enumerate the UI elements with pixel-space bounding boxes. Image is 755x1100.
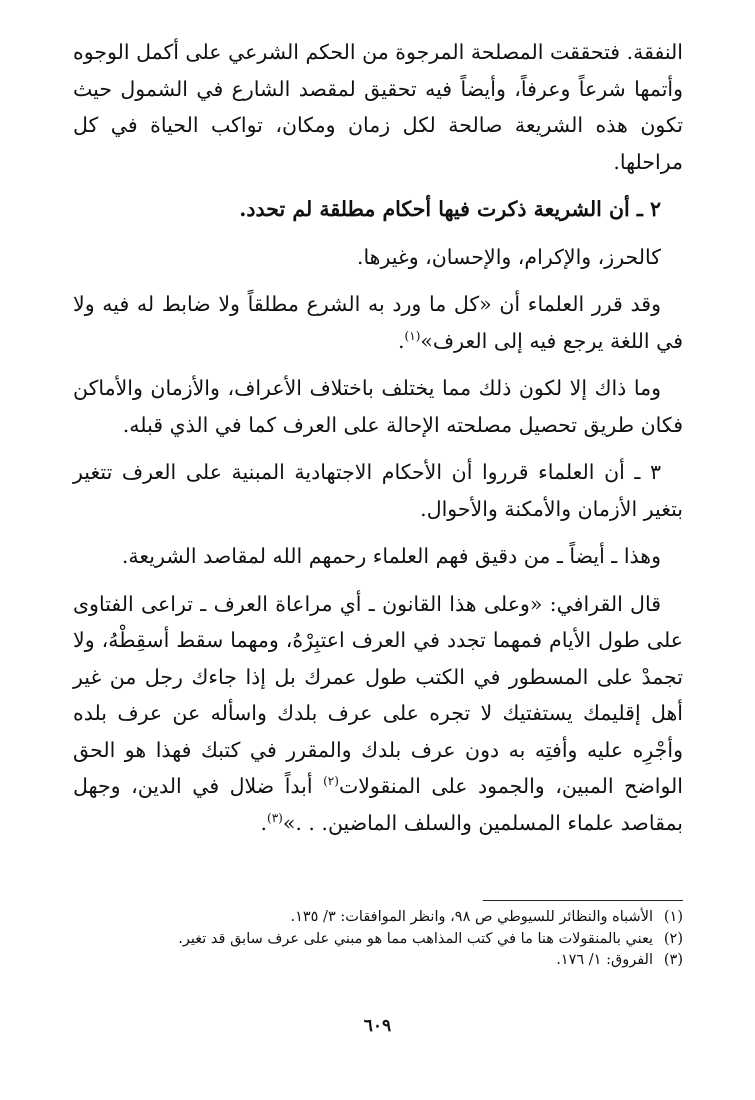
paragraph-scholars-rule-tail: . <box>398 328 405 353</box>
footnote-3-text: الفروق: ١/ ١٧٦. <box>556 952 653 968</box>
footnote-ref-3[interactable]: (٣) <box>267 810 283 825</box>
footnote-3 <box>73 950 683 972</box>
footnote-1-number: (١) <box>663 909 683 925</box>
paragraph-understanding-text: وهذا ـ أيضاً ـ من دقيق فهم العلماء رحمهم الله لمقاصد الشريعة. <box>121 544 661 568</box>
paragraph-scholars-rule <box>73 286 683 359</box>
qarafi-quote-tail: . <box>260 810 267 835</box>
paragraph-understanding <box>73 538 683 575</box>
paragraph-scholars-rule-text: وقد قرر العلماء أن «كل ما ورد به الشرع مطلقاً ولا ضابط له فيه ولا في اللغة يرجع فيه إلى العرف» <box>73 292 683 353</box>
footnotes <box>73 907 683 972</box>
point-3-text: ٣ ـ أن العلماء قرروا أن الأحكام الاجتهادية المبنية على العرف تتغير بتغير الأزمان والأمكنة والأحوال. <box>73 460 683 521</box>
qarafi-quote-text-a: قال القرافي: «وعلى هذا القانون ـ أي مراعاة العرف ـ تراعى الفتاوى على طول الأيام فمهما تجدد في العرف اعتبِرْهُ، ومهما سقط أسقِطْهُ، ولا تجمدْ على المسطور في الكتب طول عمرك بل إذا جاءك رجل من غير أهل إقليمك يستفتيك لا تجره على عرف بلدك واسأله عن عرف بلده وأجْرِه عليه وأفتِه به دون عرف بلدك والمقرر في كتبك فهذا هو الحق الواضح المبين، والجمود على المنقولات <box>73 591 683 798</box>
footnote-divider <box>483 900 683 901</box>
point-3 <box>73 454 683 527</box>
qarafi-quote-text-b: أبداً ضلال في الدين، وجهل بمقاصد علماء المسلمين والسلف الماضين. . .» <box>73 774 683 835</box>
paragraph-1 <box>73 34 683 180</box>
page-number: ٦٠٩ <box>363 1016 392 1036</box>
footnote-3-number: (٣) <box>663 952 683 968</box>
paragraph-reason-text: وما ذاك إلا لكون ذلك مما يختلف باختلاف الأعراف، والأزمان والأماكن فكان طريق تحصيل مصلحته الإحالة على العرف كما في الذي قبله. <box>73 376 683 437</box>
footnote-2-number: (٢) <box>663 930 683 947</box>
paragraph-qarafi-quote <box>73 586 683 842</box>
paragraph-examples-text: كالحرز، والإكرام، والإحسان، وغيرها. <box>356 244 661 269</box>
footnote-1-text: الأشباه والنظائر للسيوطي ص ٩٨، وانظر الموافقات: ٣/ ١٣٥. <box>290 909 653 925</box>
main-text <box>73 34 683 852</box>
footnote-2-text: يعني بالمنقولات هنا ما في كتب المذاهب مما هو مبني على عرف سابق قد تغير. <box>178 930 653 947</box>
paragraph-1-text: النفقة. فتحققت المصلحة المرجوة من الحكم الشرعي على أكمل الوجوه وأتمها شرعاً وعرفاً، وأيضاً فيه تحقيق لمقصد الشارع في الشمول حيث تكون هذه الشريعة صالحة لكل زمان ومكان، تواكب الحياة في كل مراحلها. <box>73 40 683 174</box>
point-2-heading <box>73 191 683 228</box>
paragraph-examples <box>73 239 683 276</box>
footnote-1 <box>73 907 683 929</box>
point-2-heading-text: ٢ ـ أن الشريعة ذكرت فيها أحكام مطلقة لم تحدد. <box>239 197 661 221</box>
paragraph-reason <box>73 370 683 443</box>
footnote-ref-1[interactable]: (١) <box>404 328 421 343</box>
footnote-ref-2[interactable]: (٢) <box>323 774 339 789</box>
footnote-2 <box>73 929 683 951</box>
